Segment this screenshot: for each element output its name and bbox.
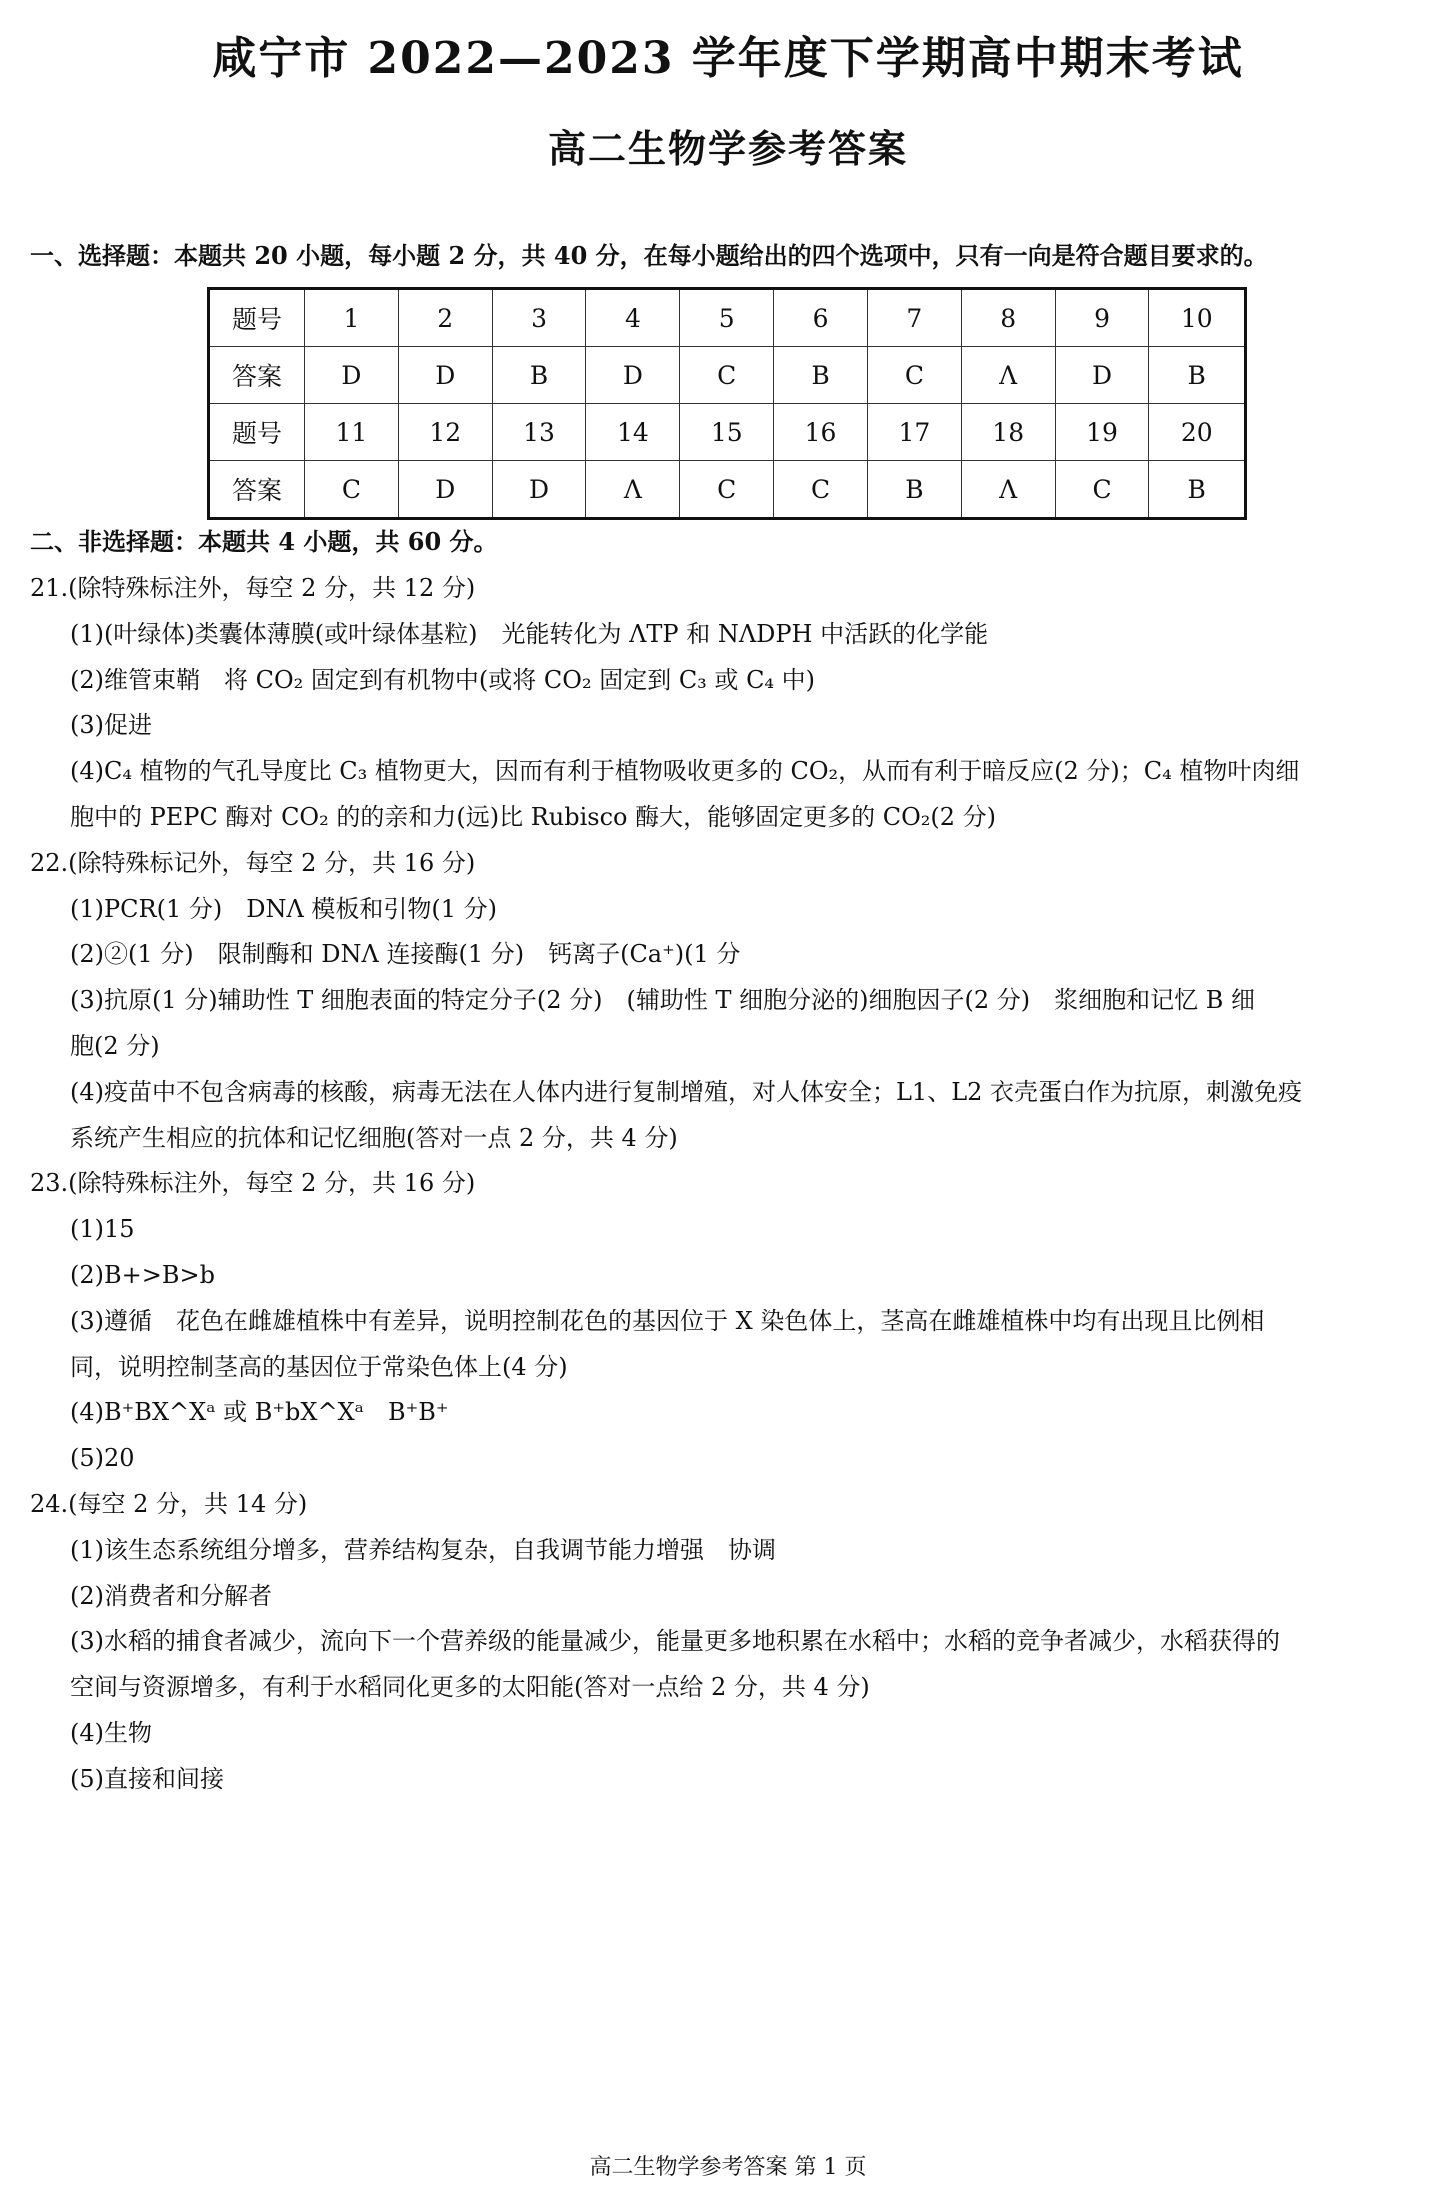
answer-line: (2)②(1 分) 限制酶和 DNΛ 连接酶(1 分) 钙离子(Ca⁺)(1 分: [70, 940, 741, 969]
question-number: 12: [398, 404, 492, 461]
answer-cell: B: [1149, 461, 1246, 519]
answer-line: 胞中的 PEPC 酶对 CO₂ 的的亲和力(远)比 Rubisco 酶大，能够固定更多的 CO₂(2 分): [70, 802, 997, 831]
answer-line: 胞(2 分): [70, 1031, 160, 1060]
question-number: 14: [586, 404, 680, 461]
answer-line: 同，说明控制茎高的基因位于常染色体上(4 分): [70, 1352, 568, 1381]
answer-line: (1)PCR(1 分) DNΛ 模板和引物(1 分): [70, 894, 498, 923]
question-number: 20: [1149, 404, 1246, 461]
question-number: 1: [305, 289, 399, 347]
answer-line: (2)维管束鞘 将 CO₂ 固定到有机物中(或将 CO₂ 固定到 C₃ 或 C₄ 中): [70, 665, 816, 694]
answer-line: (4)生物: [70, 1718, 152, 1747]
answer-cell: B: [1149, 347, 1246, 404]
answer-line: (3)水稻的捕食者减少，流向下一个营养级的能量减少，能量更多地积累在水稻中；水稻的竞争者减少，水稻获得的: [70, 1627, 1280, 1656]
row-label: 答案: [209, 347, 305, 404]
answer-line: (2)消费者和分解者: [70, 1581, 272, 1610]
question-number: 15: [680, 404, 774, 461]
answer-line: (5)20: [70, 1444, 135, 1473]
answer-line: (3)抗原(1 分)辅助性 T 细胞表面的特定分子(2 分) (辅助性 T 细胞分泌的)细胞因子(2 分) 浆细胞和记忆 B 细: [70, 986, 1256, 1015]
question-number: 4: [586, 289, 680, 347]
answer-cell: D: [398, 347, 492, 404]
answer-line: (2)B+>B>b: [70, 1260, 215, 1289]
answer-line: 系统产生相应的抗体和记忆细胞(答对一点 2 分，共 4 分): [70, 1123, 678, 1152]
question-24-heading: 24.(每空 2 分，共 14 分): [30, 1489, 308, 1518]
answer-line: (1)15: [70, 1215, 135, 1244]
answer-cell: D: [305, 347, 399, 404]
answer-line: (3)促进: [70, 711, 152, 740]
row-label: 题号: [209, 404, 305, 461]
answer-cell: B: [867, 461, 961, 519]
question-22-heading: 22.(除特殊标记外，每空 2 分，共 16 分): [30, 848, 476, 877]
page-title: 咸宁市 2022—2023 学年度下学期高中期末考试: [212, 33, 1244, 84]
answer-cell: B: [492, 347, 586, 404]
answer-line: (5)直接和间接: [70, 1764, 224, 1793]
answer-lines: [30, 566, 1430, 1803]
page-subtitle: 高二生物学参考答案: [547, 126, 908, 171]
question-number: 16: [774, 404, 868, 461]
answer-line: (4)C₄ 植物的气孔导度比 C₃ 植物更大，因而有利于植物吸收更多的 CO₂，从而有利于暗反应(2 分)；C₄ 植物叶肉细: [70, 757, 1300, 786]
answer-line: (4)疫苗中不包含病毒的核酸，病毒无法在人体内进行复制增殖，对人体安全；L1、L2 衣壳蛋白作为抗原，刺激免疫: [70, 1077, 1303, 1106]
table-row-answers-1: [209, 347, 1246, 404]
answer-cell: C: [1055, 461, 1149, 519]
question-21-heading: 21.(除特殊标注外，每空 2 分，共 12 分): [30, 574, 476, 602]
section2-heading: 二、非选择题：本题共 4 小题，共 60 分。: [30, 527, 498, 556]
answer-cell: C: [680, 347, 774, 404]
answer-cell: D: [398, 461, 492, 519]
question-23-heading: 23.(除特殊标注外，每空 2 分，共 16 分): [30, 1169, 476, 1198]
question-number: 2: [398, 289, 492, 347]
answer-cell: D: [1055, 347, 1149, 404]
question-number: 18: [961, 404, 1055, 461]
question-number: 6: [774, 289, 868, 347]
question-number: 5: [680, 289, 774, 347]
answer-line: (1)(叶绿体)类囊体薄膜(或叶绿体基粒) 光能转化为 ΛTP 和 NΛDPH 中活跃的化学能: [70, 619, 989, 648]
answer-table: [207, 287, 1247, 520]
answer-cell: C: [774, 461, 868, 519]
answer-cell: D: [586, 347, 680, 404]
section1-heading: 一、选择题：本题共 20 小题，每小题 2 分，共 40 分，在每小题给出的四个选项中，只有一向是符合题目要求的。: [30, 241, 1268, 270]
answer-line: (1)该生态系统组分增多，营养结构复杂，自我调节能力增强 协调: [70, 1535, 776, 1564]
table-row-numbers-2: [209, 404, 1246, 461]
row-label: 答案: [209, 461, 305, 519]
answer-cell: D: [492, 461, 586, 519]
answer-line: (4)B⁺BX^Xᵃ 或 B⁺bX^Xᵃ B⁺B⁺: [70, 1398, 449, 1427]
answer-cell: C: [680, 461, 774, 519]
page-footer: 高二生物学参考答案 第 1 页: [589, 2155, 867, 2180]
table-row-numbers-1: [209, 289, 1246, 347]
question-number: 8: [961, 289, 1055, 347]
row-label: 题号: [209, 289, 305, 347]
answer-cell: B: [774, 347, 868, 404]
answer-line: (3)遵循 花色在雌雄植株中有差异，说明控制花色的基因位于 X 染色体上，茎高在雌雄植株中均有出现且比例相: [70, 1306, 1265, 1335]
question-number: 11: [305, 404, 399, 461]
question-number: 17: [867, 404, 961, 461]
question-number: 3: [492, 289, 586, 347]
answer-line: 空间与资源增多，有利于水稻同化更多的太阳能(答对一点给 2 分，共 4 分): [70, 1673, 870, 1702]
answer-cell: Λ: [961, 461, 1055, 519]
table-row-answers-2: [209, 461, 1246, 519]
question-number: 19: [1055, 404, 1149, 461]
question-number: 7: [867, 289, 961, 347]
question-number: 10: [1149, 289, 1246, 347]
question-number: 9: [1055, 289, 1149, 347]
answer-cell: Λ: [961, 347, 1055, 404]
answer-cell: C: [305, 461, 399, 519]
question-number: 13: [492, 404, 586, 461]
answer-cell: Λ: [586, 461, 680, 519]
answer-cell: C: [867, 347, 961, 404]
